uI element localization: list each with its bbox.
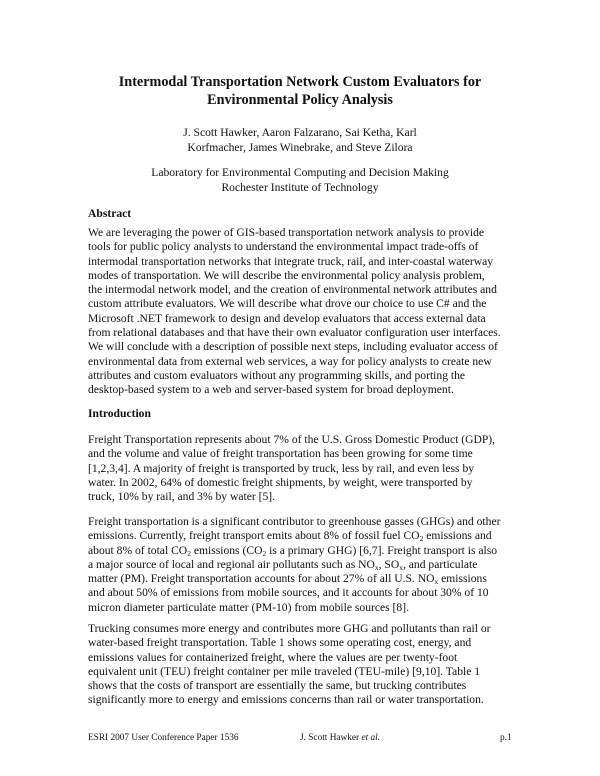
- text-line: desktop-based system to a web and server-based system for broad deployment.: [88, 383, 454, 397]
- text-line: and the volume and value of freight transportation has been growing for some time: [88, 447, 473, 461]
- text-line: water. In 2002, 64% of domestic freight shipments, by weight, were transported by: [88, 475, 473, 489]
- abstract-heading: Abstract: [88, 207, 132, 220]
- footer-conference: ESRI 2007 User Conference Paper 1536: [88, 733, 239, 743]
- footer-page-number: p.1: [500, 733, 512, 743]
- subscript: 2: [262, 548, 267, 558]
- text-run: , and particulate: [402, 557, 478, 571]
- footer-et-al: et al.: [361, 733, 381, 743]
- text-line: significantly more to energy and emissions concerns than rail or water transportation.: [88, 693, 484, 707]
- text-line: [88, 544, 520, 558]
- text-run: about 8% of total CO: [88, 543, 188, 557]
- text-line: attributes and custom evaluators without any programming skills, and porting the: [88, 368, 466, 382]
- footer-author: [300, 732, 380, 744]
- text-line: custom attribute evaluators. We will describe what drove our choice to use C# and the: [88, 297, 487, 311]
- text-line: truck, 10% by rail, and 3% by water [5].: [88, 490, 276, 504]
- text-line: emissions values for containerized freight, where the values are per twenty-foot: [88, 650, 458, 664]
- intro-paragraph-2: [88, 515, 520, 615]
- title-line: Environmental Policy Analysis: [207, 92, 393, 108]
- author-line: Korfmacher, James Winebrake, and Steve Zilora: [187, 141, 413, 154]
- text-line: [88, 558, 520, 572]
- subscript: 2: [419, 534, 424, 544]
- text-line: the intermodal network model, and the creation of environmental network attributes and: [88, 283, 497, 297]
- text-line: tools for public policy analysts to understand the environmental impact trade-offs of: [88, 240, 479, 254]
- subscript: x: [399, 562, 403, 572]
- text-run: emissions and: [423, 529, 492, 543]
- intro-paragraph-3: [88, 622, 520, 708]
- text-line: We are leveraging the power of GIS-based transportation network analysis to provide: [88, 226, 485, 239]
- text-run: a major source of local and regional air pollutants such as NO: [88, 557, 375, 571]
- text-line: water-based freight transportation. Table 1 shows some operating cost, energy, and: [88, 636, 472, 650]
- text-line: environmental data from external web services, a way for policy analysts to create new: [88, 354, 492, 368]
- paper-title: [60, 73, 540, 109]
- text-run: , SO: [378, 557, 400, 571]
- text-line: Freight Transportation represents about 7% of the U.S. Gross Domestic Product (GDP),: [88, 433, 496, 446]
- text-run: emissions (CO: [190, 543, 263, 557]
- text-line: Microsoft .NET framework to design and develop evaluators that access external data: [88, 311, 486, 325]
- affiliation-line: Laboratory for Environmental Computing and Decision Making: [151, 166, 449, 179]
- affiliation-line: Rochester Institute of Technology: [221, 181, 379, 194]
- text-line: equivalent unit (TEU) freight container per mile traveled (TEU-mile) [9,10]. Table 1: [88, 664, 481, 678]
- author-line: J. Scott Hawker, Aaron Falzarano, Sai Ketha, Karl: [183, 126, 417, 139]
- affiliation: [60, 165, 540, 195]
- text-run: matter (PM). Freight transportation accounts for about 27% of all U.S. NO: [88, 572, 435, 586]
- footer-author-name: J. Scott Hawker: [300, 733, 362, 743]
- text-line: [88, 572, 520, 586]
- text-run: emissions: [438, 572, 487, 586]
- subscript: x: [374, 562, 379, 572]
- text-line: Trucking consumes more energy and contributes more GHG and pollutants than rail or: [88, 622, 491, 635]
- text-line: from relational databases and that have their own evaluator configuration user interfaces.: [88, 326, 501, 340]
- text-line: modes of transportation. We will describe the environmental policy analysis problem,: [88, 268, 485, 282]
- subscript: 2: [187, 548, 191, 558]
- text-line: Freight transportation is a significant contributor to greenhouse gasses (GHGs) and other: [88, 515, 501, 528]
- text-line: [1,2,3,4]. A majority of freight is transported by truck, less by rail, and even less by: [88, 461, 475, 475]
- subscript: x: [434, 577, 439, 587]
- text-line: shows that the costs of transport are essentially the same, but trucking contributes: [88, 679, 467, 693]
- text-line: We will conclude with a description of possible next steps, including evaluator access of: [88, 340, 498, 354]
- intro-paragraph-1: [88, 433, 520, 504]
- text-line: [88, 529, 520, 543]
- text-line: micron diameter particulate matter (PM-10) from mobile sources [8].: [88, 600, 409, 614]
- text-run: is a primary GHG) [6,7]. Freight transport is also: [266, 543, 498, 557]
- text-run: emissions. Currently, freight transport emits about 8% of fossil fuel CO: [88, 529, 420, 543]
- author-list: [60, 125, 540, 155]
- title-line: Intermodal Transportation Network Custom Evaluators for: [118, 74, 482, 90]
- abstract-paragraph: [88, 226, 520, 398]
- text-line: and about 50% of emissions from mobile sources, and it accounts for about 30% of 10: [88, 586, 489, 600]
- text-line: intermodal transportation networks that integrate truck, rail, and inter-coastal waterway: [88, 254, 494, 268]
- introduction-heading: Introduction: [88, 407, 151, 420]
